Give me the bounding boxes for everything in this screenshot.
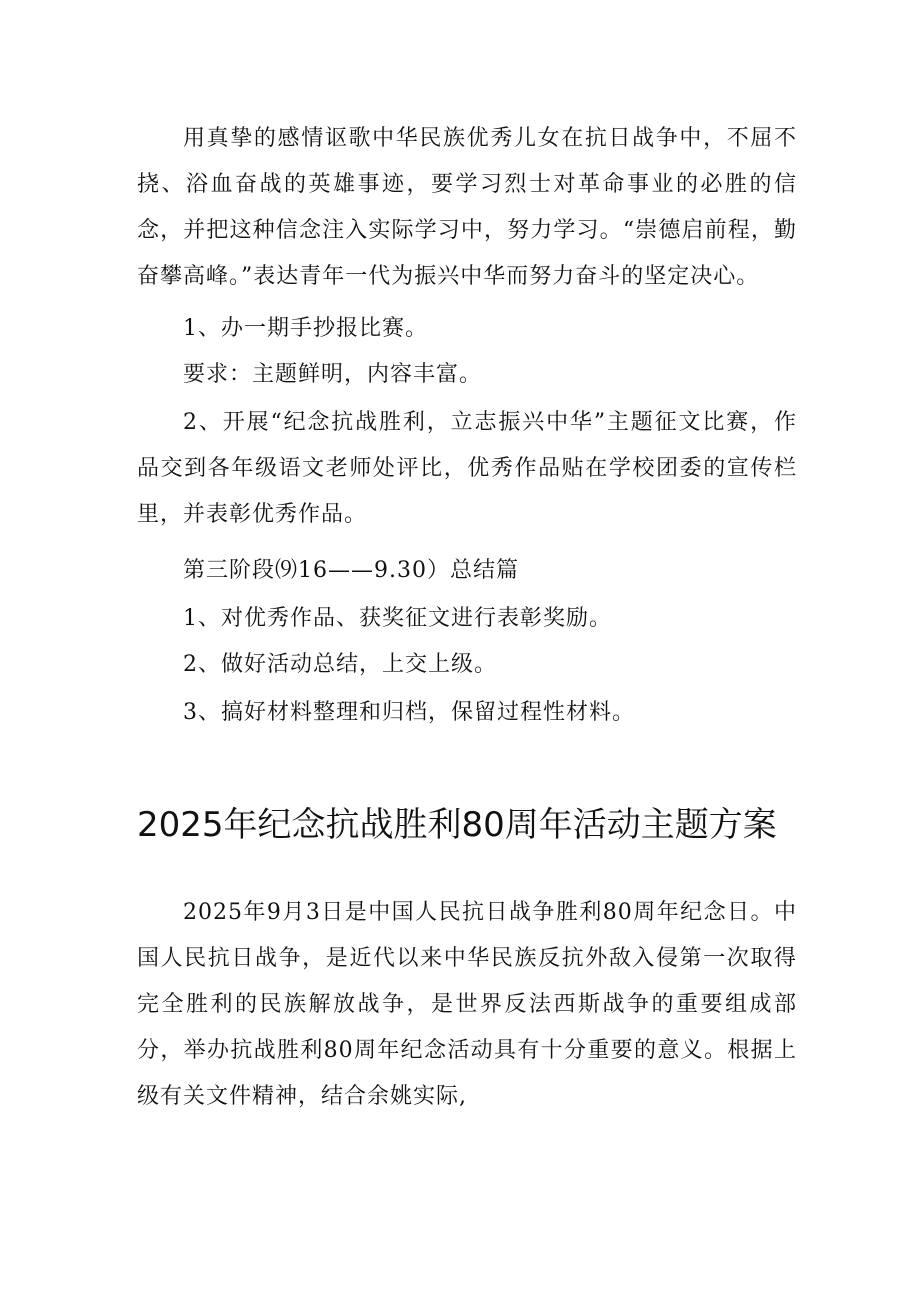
list-item-summary: 2、做好活动总结，上交上级。 — [183, 652, 497, 677]
requirement-line: 要求：主题鲜明，内容丰富。 — [183, 362, 483, 387]
list-item-commendation: 1、对优秀作品、获奖征文进行表彰奖励。 — [183, 606, 612, 631]
list-item-handwritten-newspaper: 1、办一期手抄报比赛。 — [183, 316, 428, 341]
list-item-archiving: 3、搞好材料整理和归档，保留过程性材料。 — [183, 700, 635, 725]
list-item-essay-contest: 2、开展“纪念抗战胜利，立志振兴中华”主题征文比赛，作品交到各年级语文老师处评比，优秀作品贴在学校团委的宣传栏里，并表彰优秀作品。 — [137, 410, 797, 527]
section2-intro-paragraph: 2025年9月3日是中国人民抗日战争胜利80周年纪念日。中国人民抗日战争，是近代以来中华民族反抗外敌入侵第一次取得完全胜利的民族解放战争，是世界反法西斯战争的重要组成部分，举办抗战胜利80周年纪念活动具有十分重要的意义。根据上级有关文件精神，结合余姚实际, — [137, 900, 797, 1109]
intro-paragraph: 用真挚的感情讴歌中华民族优秀儿女在抗日战争中，不屈不挠、浴血奋战的英雄事迹，要学习烈士对革命事业的必胜的信念，并把这种信念注入实际学习中，努力学习。“崇德启前程，勤奋攀高峰。”表达青年一代为振兴中华而努力奋斗的坚定决心。 — [137, 126, 797, 289]
document-heading: 2025年纪念抗战胜利80周年活动主题方案 — [137, 805, 777, 845]
stage-three-title: 第三阶段⑼16——9.30）总结篇 — [183, 558, 519, 583]
